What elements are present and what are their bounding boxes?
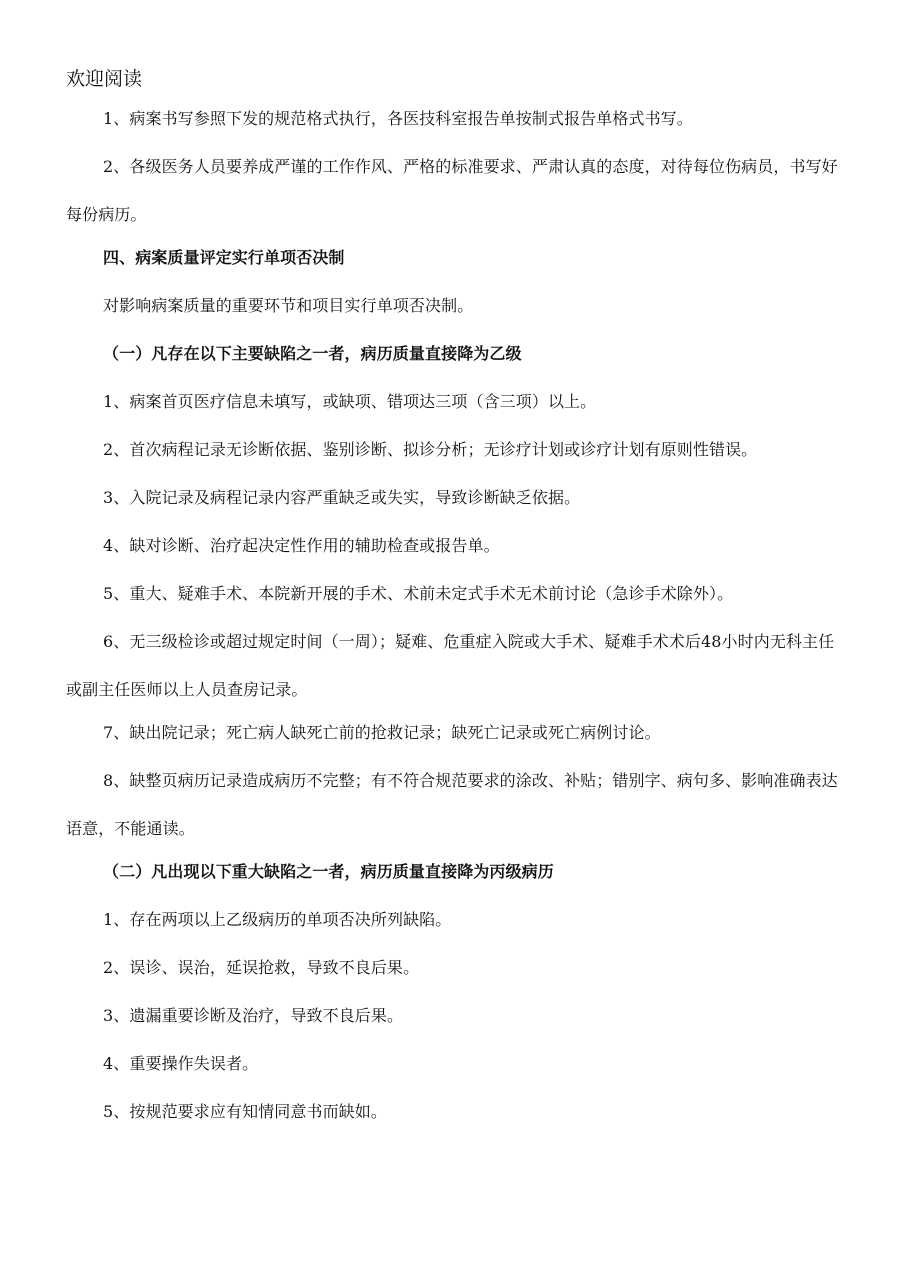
paragraph-2: 2、各级医务人员要养成严谨的工作作风、严格的标准要求、严肃认真的态度，对待每位伤病员，书写好每份病历。 <box>66 157 838 224</box>
item-b3: 3、遗漏重要诊断及治疗，导致不良后果。 <box>103 1006 404 1025</box>
item-a6: 6、无三级检诊或超过规定时间（一周）；疑难、危重症入院或大手术、疑难手术术后48小时内无科主任或副主任医师以上人员查房记录。 <box>66 632 835 699</box>
subsection-heading-1: （一）凡存在以下主要缺陷之一者，病历质量直接降为乙级 <box>103 344 522 363</box>
paragraph-1: 1、病案书写参照下发的规范格式执行，各医技科室报告单按制式报告单格式书写。 <box>103 109 693 128</box>
item-a2: 2、首次病程记录无诊断依据、鉴别诊断、拟诊分析；无诊疗计划或诊疗计划有原则性错误。 <box>103 440 758 459</box>
section-heading-4: 四、病案质量评定实行单项否决制 <box>103 248 345 267</box>
item-a5: 5、重大、疑难手术、本院新开展的手术、术前未定式手术无术前讨论（急诊手术除外）。 <box>103 584 734 603</box>
item-a7: 7、缺出院记录；死亡病人缺死亡前的抢救记录；缺死亡记录或死亡病例讨论。 <box>103 723 661 742</box>
page-header: 欢迎阅读 <box>66 68 143 90</box>
subsection-heading-2: （二）凡出现以下重大缺陷之一者，病历质量直接降为丙级病历 <box>103 862 554 881</box>
item-a4: 4、缺对诊断、治疗起决定性作用的辅助检查或报告单。 <box>103 536 500 555</box>
item-a8: 8、缺整页病历记录造成病历不完整；有不符合规范要求的涂改、补贴；错别字、病句多、影响准确表达语意，不能通读。 <box>66 771 838 838</box>
item-b4: 4、重要操作失误者。 <box>103 1054 259 1073</box>
item-b1: 1、存在两项以上乙级病历的单项否决所列缺陷。 <box>103 910 452 929</box>
item-a1: 1、病案首页医疗信息未填写，或缺项、错项达三项（含三项）以上。 <box>103 392 597 411</box>
item-b5: 5、按规范要求应有知情同意书而缺如。 <box>103 1102 387 1121</box>
item-a3: 3、入院记录及病程记录内容严重缺乏或失实，导致诊断缺乏依据。 <box>103 488 581 507</box>
paragraph-section-intro: 对影响病案质量的重要环节和项目实行单项否决制。 <box>103 296 474 315</box>
item-b2: 2、误诊、误治，延误抢救，导致不良后果。 <box>103 958 420 977</box>
document-body <box>66 100 844 1141</box>
